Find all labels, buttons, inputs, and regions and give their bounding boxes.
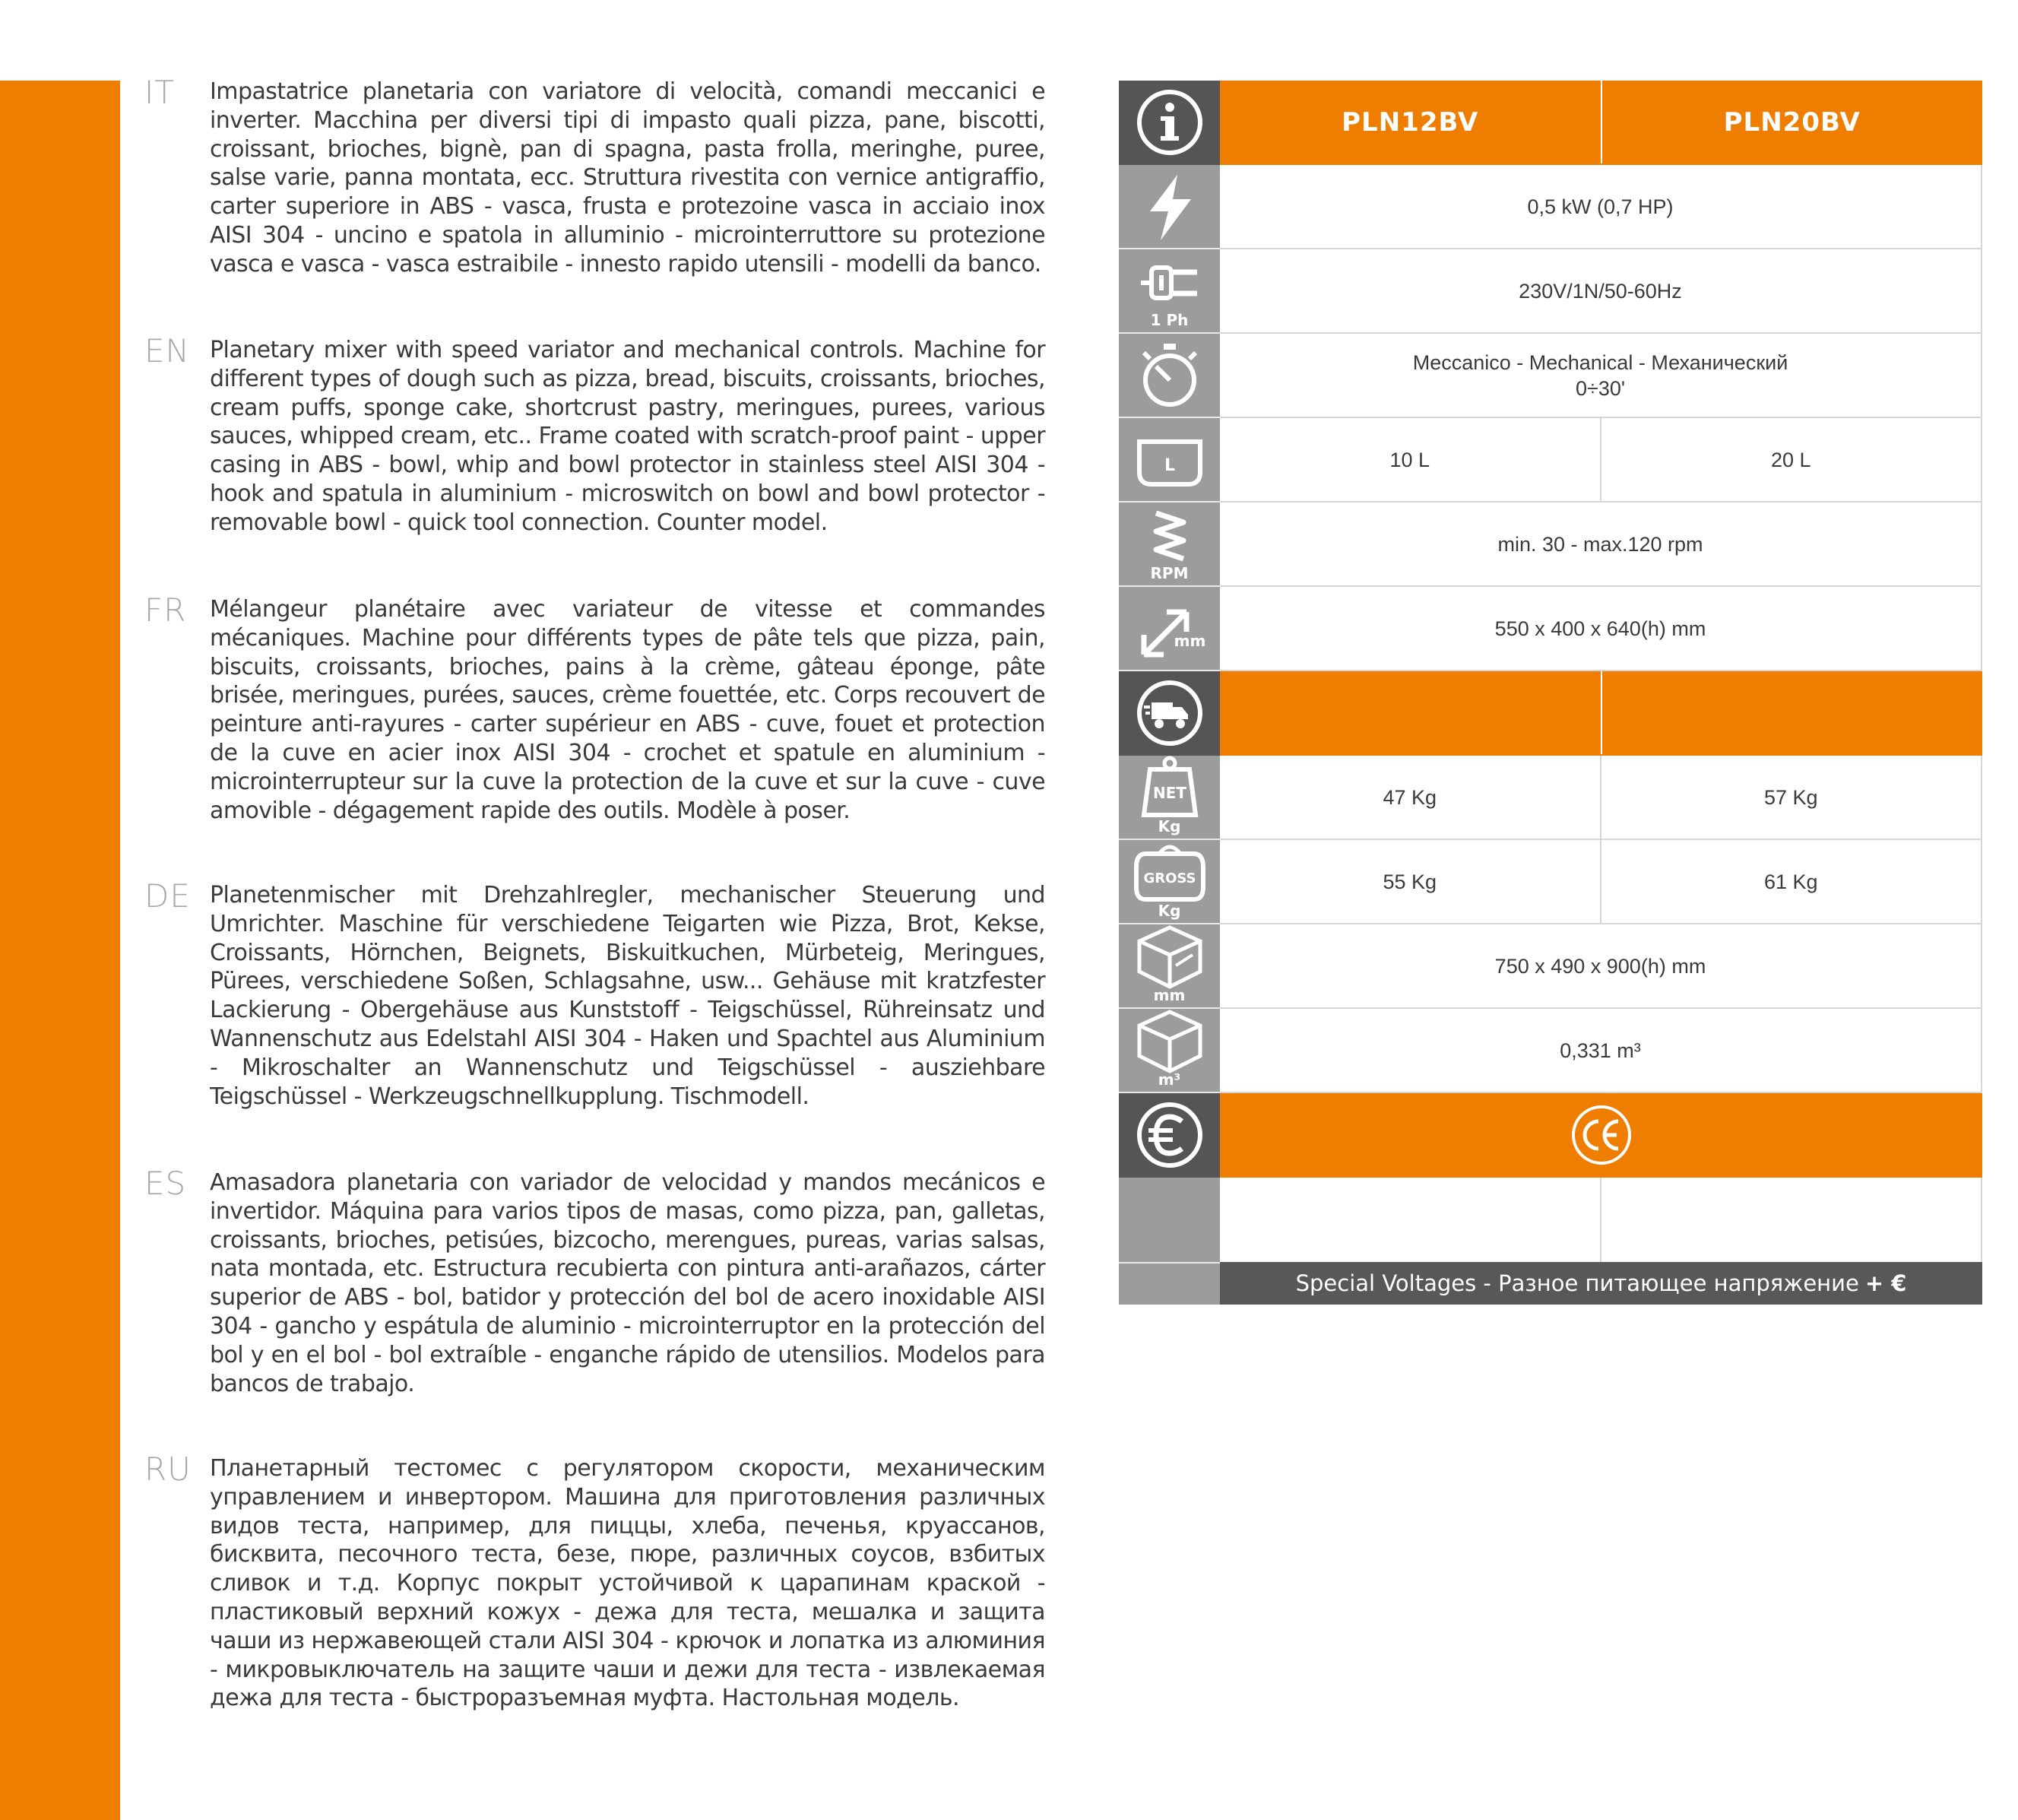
description-ru [144, 1451, 1045, 1713]
kg-label: Kg [1158, 817, 1181, 835]
power-value: 0,5 kW (0,7 HP) [1220, 165, 1982, 248]
net-weight-value: 57 Kg [1601, 756, 1983, 839]
ce-mark-cell [1220, 1093, 1982, 1176]
delivery-cell [1220, 671, 1602, 754]
lang-code: IT [144, 74, 176, 111]
gross-label: GROSS [1142, 870, 1196, 886]
box-dimensions-icon [1119, 924, 1220, 1009]
mm-label: mm [1174, 632, 1206, 650]
box-volume-icon [1119, 1009, 1220, 1093]
lightning-icon [1119, 165, 1220, 249]
model-name: PLN12BV [1220, 81, 1602, 163]
footer-label: Special Voltages - Разное питающее напряжение [1295, 1270, 1859, 1296]
timer-line-2: 0÷30' [1575, 376, 1626, 400]
delivery-cell [1602, 671, 1983, 754]
spec-row-price-values [1119, 1178, 1982, 1262]
spec-row-gross-weight [1119, 840, 1982, 924]
spec-row-delivery [1119, 671, 1982, 756]
spec-row-net-weight [1119, 756, 1982, 840]
empty-icon-cell [1119, 1178, 1220, 1264]
stopwatch-icon [1119, 334, 1220, 418]
kg-label: Kg [1158, 902, 1181, 920]
timer-value [1220, 334, 1982, 417]
description-en [144, 332, 1045, 595]
spec-table [1119, 81, 1982, 1305]
spec-row-price [1119, 1093, 1982, 1178]
lang-code: RU [144, 1451, 192, 1488]
volume-value: 0,331 m³ [1220, 1009, 1982, 1092]
footer-suffix: + € [1864, 1270, 1907, 1296]
capacity-value: 10 L [1220, 418, 1601, 501]
lang-text: Amasadora planetaria con variador de velocidad y mandos mecánicos e invertidor. Máquina para varios tipos de masas, como pizza, pan, galletas, croissants, brioches, petisúes, bizcocho, merengues, pureas, varias salsas, nata montada, etc. Estructura recubierta con pintura anti-arañazos, cárter superior de ABS - bol, batidor y protección del bol de acero inoxidable AISI 304 - gancho y espátula de aluminio - microinterruptor en la protección del bol y en el bol - bol extraíble - enganche rápido de utensilios. Modelos para bancos de trabajo. [210, 1169, 1045, 1397]
info-icon [1119, 81, 1220, 165]
description-fr [144, 591, 1045, 881]
lang-text: Планетарный тестомес с регулятором скорости, механическим управлением и инвертором. Машина для приготовления различных видов теста, например, для пиццы, хлеба, печенья, круассанов, бисквита, песочного теста, безе, пюре, различных соусов, взбитых сливок и т.д. Корпус покрыт устойчивой к царапинам краской - пластиковый верхний кожух - дежа для теста, мешалка и защита чаши из нержавеющей стали AISI 304 - крючок и лопатка из алюминия - микровыключатель на защите чаши и дежи для теста - извлекаемая дежа для теста - быстроразъемная муфта. Настольная модель. [210, 1455, 1045, 1712]
spec-row-volume [1119, 1009, 1982, 1093]
model-name: PLN20BV [1602, 81, 1983, 163]
spec-row-dimensions [1119, 587, 1982, 671]
euro-icon [1119, 1093, 1220, 1178]
phase-label: 1 Ph [1150, 311, 1189, 329]
orange-side-bar [0, 81, 120, 1820]
lang-code: DE [144, 877, 191, 915]
spec-row-models [1119, 81, 1982, 165]
spec-row-packing-dimensions [1119, 924, 1982, 1009]
rpm-label: RPM [1150, 564, 1189, 582]
spec-row-voltage [1119, 249, 1982, 334]
gross-weight-value: 61 Kg [1601, 840, 1983, 923]
special-voltages-text [1220, 1262, 1982, 1305]
lang-text: Mélangeur planétaire avec variateur de vitesse et commandes mécaniques. Machine pour différents types de pâte tels que pizza, pain, biscuits, croissants, brioches, pains à la crème, gâteau éponge, pâte brisée, meringues, purées, sauces, crème fouettée, etc. Corps recouvert de peinture anti-rayures - carter supérieur en ABS - cuve, fouet et protection de la cuve en acier inox AISI 304 - crochet et spatule en aluminium - microinterrupteur sur la cuve la protection de la cuve et sur la cuve - cuve amovible - dégagement rapide des outils. Modèle à poser. [210, 596, 1045, 824]
voltage-value: 230V/1N/50-60Hz [1220, 249, 1982, 332]
spring-icon [1119, 503, 1220, 587]
packing-dimensions-value: 750 x 490 x 900(h) mm [1220, 924, 1982, 1007]
description-es [144, 1165, 1045, 1454]
bowl-icon [1119, 418, 1220, 503]
plug-icon [1119, 249, 1220, 334]
delivery-truck-icon [1119, 671, 1220, 756]
timer-line-1: Meccanico - Mechanical - Механический [1412, 350, 1788, 374]
spec-row-timer [1119, 334, 1982, 418]
description-it [144, 74, 1045, 336]
description-column [144, 74, 1045, 1713]
price-value [1220, 1178, 1601, 1262]
empty-icon-cell [1119, 1262, 1220, 1305]
spec-row-capacity [1119, 418, 1982, 503]
bowl-icon-label: L [1164, 455, 1175, 475]
net-weight-icon [1119, 756, 1220, 840]
mm-label: mm [1153, 986, 1186, 1004]
lang-text: Planetary mixer with speed variator and mechanical controls. Machine for different types of dough such as pizza, bread, biscuits, croissants, brioches, cream puffs, sponge cake, shortcrust pastry, meringues, purees, various sauces, whipped cream, etc.. Frame coated with scratch-proof paint - upper casing in ABS - bowl, whip and bowl protector in stainless steel AISI 304 - hook and spatula in aluminium - microswitch on bowl and bowl protector - removable bowl - quick tool connection. Counter model. [210, 337, 1045, 536]
m3-label: m³ [1158, 1070, 1181, 1089]
lang-text: Planetenmischer mit Drehzahlregler, mechanischer Steuerung und Umrichter. Maschine für verschiedene Teigarten wie Pizza, Brot, Kekse, Croissants, Hörnchen, Beignets, Biskuitkuchen, Mürbeteig, Meringues, Pürees, verschiedene Soßen, Schlagsahne, usw... Gehäuse mit kratzfester Lackierung - Obergehäuse aus Kunststoff - Teigschüssel, Rühreinsatz und Wannenschutz aus Edelstahl AISI 304 - Haken und Spachtel aus Aluminium - Mikroschalter an Wannenschutz und Teigschüssel - ausziehbare Teigschüssel - Werkzeugschnellkupplung. Tischmodell. [210, 882, 1045, 1110]
lang-text: Impastatrice planetaria con variatore di velocità, comandi meccanici e inverter. Macchina per diversi tipi di impasto quali pizza, pane, biscotti, croissant, brioches, bignè, pan di spagna, pasta frolla, meringhe, puree, salse varie, panna montata, ecc. Struttura rivestita con vernice antigraffio, carter superiore in ABS - vasca, frusta e protezoine vasca in acciaio inox AISI 304 - uncino e spatola in alluminio - microinterruttore su protezione vasca e vasca - vasca estraibile - innesto rapido utensili - modelli da banco. [210, 78, 1045, 277]
special-voltages-footer [1119, 1262, 1982, 1305]
dimension-arrow-icon [1119, 587, 1220, 671]
lang-code: ES [144, 1165, 187, 1202]
spec-row-speed [1119, 503, 1982, 587]
lang-code: FR [144, 591, 187, 629]
price-value [1601, 1178, 1983, 1262]
ce-mark-icon [1567, 1105, 1636, 1165]
speed-value: min. 30 - max.120 rpm [1220, 503, 1982, 585]
description-de [144, 877, 1045, 1168]
gross-weight-value: 55 Kg [1220, 840, 1601, 923]
capacity-value: 20 L [1601, 418, 1983, 501]
net-label: NET [1152, 783, 1186, 802]
gross-weight-icon [1119, 840, 1220, 924]
spec-row-power [1119, 165, 1982, 249]
lang-code: EN [144, 332, 190, 369]
dimensions-value: 550 x 400 x 640(h) mm [1220, 587, 1982, 670]
net-weight-value: 47 Kg [1220, 756, 1601, 839]
